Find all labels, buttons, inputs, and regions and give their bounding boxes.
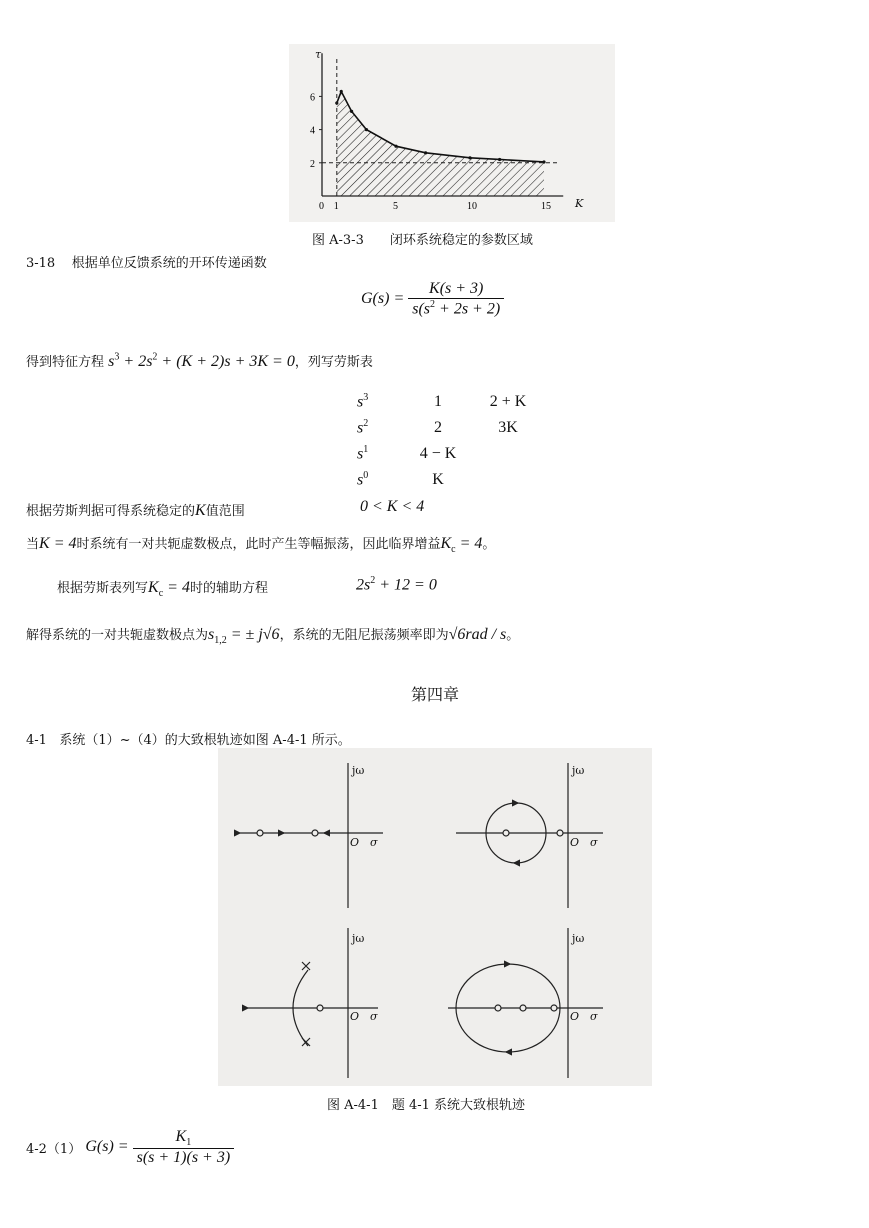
stable-range-expr: 0 < K < 4 [360,498,425,515]
solution-line: 解得系统的一对共轭虚数极点为$s_{1,2}$ = ± j√6，系统的无阻尼振荡频率即为√6rad / s。 [26,626,520,647]
problem-3-18-intro [26,252,267,271]
origin-label-4: O [570,1010,580,1023]
origin-label-2: O [570,836,580,849]
routh-cell: 4 − K [419,445,457,462]
routh-cell: 3K [498,419,518,436]
origin-label-3: O [350,1010,360,1023]
problem-4-2 [26,1128,234,1167]
boundary-point [498,158,501,161]
routh-row [357,441,543,467]
sigma-label-2: σ [590,836,598,849]
jw-label-1: jω [352,764,365,777]
y-tick-label: 2 [310,158,315,170]
y-tick-label: 4 [310,125,315,137]
x-tick-label: 5 [393,201,398,212]
sigma-label-1: σ [370,836,378,849]
aux-eq-line: 根据劳斯表列写$K_c = 4$时的辅助方程 [57,579,268,600]
problem-4-1-text: 4-1 系统（1）~（4）的大致根轨迹如图 A-4-1 所示。 [26,733,351,748]
boundary-point [365,128,368,131]
jw-label-2: jω [572,764,585,777]
figure-a-4-1-caption: 图 A-4-1 题 4-1 系统大致根轨迹 [327,1098,526,1113]
x-tick-label: 0 [319,201,324,212]
boundary-point [424,151,427,154]
tf-lhs: G(s) = [361,289,405,307]
routh-row [357,389,543,415]
stability-region-chart [289,44,615,222]
routh-row-label: $s^0$ [357,470,369,489]
routh-cell: 2 [434,419,442,436]
problem-label: 4-2（1） [26,1142,82,1158]
routh-row [357,467,543,493]
stable-region-area [337,91,544,196]
routh-row-label: $s^2$ [357,418,369,437]
boundary-point [350,110,353,113]
boundary-point [468,156,471,159]
char-eq-line: 得到特征方程 $s^3 + 2s^2 + (K + 2)s + 3K = 0$，列写劳斯表 [26,351,373,370]
tf-numerator: K(s + 3) [429,280,484,297]
boundary-point [340,90,343,93]
aux-equation: $2s^2 + 12 = 0$ [356,575,437,594]
x-tick-label: 15 [541,201,551,212]
tf-fraction [408,280,504,318]
intro-text: 根据单位反馈系统的开环传递函数 [71,256,267,271]
routh-row-label: $s^3$ [357,392,369,411]
x-axis-label: K [575,197,584,210]
jw-label-3: jω [352,932,365,945]
sigma-label-4: σ [590,1010,598,1023]
routh-row-label: $s^1$ [357,444,369,463]
y-axis-label: τ [315,48,322,61]
routh-cell: 1 [434,393,442,410]
routh-table [357,389,543,493]
critical-gain-line: 当K = 4时系统有一对共轭虚数极点，此时产生等幅振荡，因此临界增益$K_c = 4$。 [26,535,496,556]
sigma-label-3: σ [370,1010,378,1023]
routh-cell [473,441,543,467]
stability-region-figure [289,44,615,222]
routh-cell [473,467,543,493]
stable-range-line: 根据劳斯判据可得系统稳定的K值范围 [26,502,245,519]
origin-label-1: O [350,836,360,849]
figure-a-3-3-caption: 图 A-3-3 闭环系统稳定的参数区域 [312,233,533,248]
x-tick-label: 1 [333,201,339,212]
root-locus-figure [218,748,652,1086]
tf-4-2: G(s) = $\frac{K_1}{s(s + 1)(s + 3)}$ [85,1138,234,1155]
problem-label: 3-18 [26,256,56,271]
routh-cell: K [432,471,444,488]
y-tick-label: 6 [310,92,315,104]
routh-row [357,415,543,441]
boundary-point [394,145,397,148]
jw-label-4: jω [572,932,585,945]
root-locus-svg [218,748,652,1086]
routh-cell: 2 + K [489,393,527,410]
open-loop-tf [361,280,504,318]
chapter-title: 第四章 [411,685,460,704]
x-tick-label: 10 [467,201,477,212]
tf-denominator: $s(s^2 + 2s + 2)$ [408,298,504,318]
char-equation: $s^3 + 2s^2 + (K + 2)s + 3K = 0$ [108,351,295,370]
